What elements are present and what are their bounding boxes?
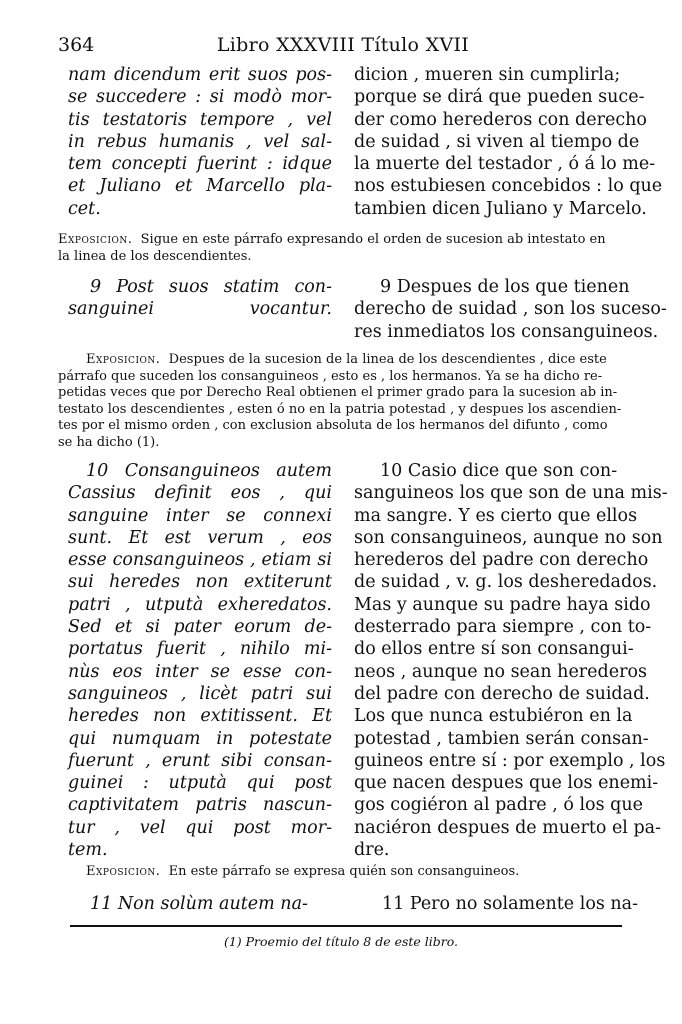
latin-line: patri , utputà exheredatos. bbox=[68, 594, 332, 615]
exposicion-line: Despues de la sucesion de la linea de los descendientes , dice este bbox=[168, 352, 607, 367]
spanish-line: del padre con derecho de suidad. bbox=[354, 683, 650, 704]
spanish-line: nos estubiesen concebidos : lo que bbox=[354, 176, 663, 197]
spanish-column-sec8 bbox=[354, 64, 663, 220]
latin-line: tem. bbox=[68, 840, 108, 861]
spanish-line: 11 Pero no solamente los na- bbox=[382, 894, 639, 914]
exposicion-sec10 bbox=[58, 864, 628, 881]
spanish-line: potestad , tambien serán consan- bbox=[354, 728, 649, 749]
latin-column-sec10 bbox=[68, 460, 332, 861]
spanish-line: res inmediatos los consanguineos. bbox=[354, 321, 659, 342]
exposicion-sec8 bbox=[58, 232, 628, 265]
latin-column-sec8 bbox=[68, 64, 332, 220]
exposicion-line: párrafo que suceden los consanguineos , esto es , los hermanos. Ya se ha dicho re- bbox=[58, 368, 603, 384]
spanish-line: derecho de suidad , son los suceso- bbox=[354, 299, 667, 320]
spanish-line: 9 Despues de los que tienen bbox=[380, 277, 630, 297]
exposicion-line: En este párrafo se expresa quién son consanguineos. bbox=[168, 864, 520, 879]
spanish-column-sec11 bbox=[382, 893, 639, 915]
spanish-line: la muerte del testador , ó á lo me- bbox=[354, 154, 656, 175]
latin-line: sanguinei vocantur. bbox=[68, 299, 332, 320]
exposicion-sec9 bbox=[58, 352, 628, 452]
latin-line: et Juliano et Marcello pla- bbox=[68, 176, 332, 197]
latin-line: tis testatoris tempore , vel bbox=[68, 109, 332, 130]
spanish-line: desterrado para siempre , con to- bbox=[354, 617, 652, 638]
exposicion-line: tes por el mismo orden , con exclusion absoluta de los hermanos del difunto , como bbox=[58, 418, 608, 434]
latin-line: sui heredes non extiterunt bbox=[68, 572, 332, 593]
spanish-line: de suidad , si viven al tiempo de bbox=[354, 131, 640, 152]
spanish-line: tambien dicen Juliano y Marcelo. bbox=[354, 198, 647, 219]
spanish-line: que nacen despues que los enemi- bbox=[354, 773, 659, 794]
page-number: 364 bbox=[58, 34, 95, 56]
latin-line: captivitatem patris nascun- bbox=[68, 795, 332, 816]
spanish-line: der como herederos con derecho bbox=[354, 109, 647, 130]
page-header bbox=[58, 30, 628, 62]
spanish-line: do ellos entre sí son consangui- bbox=[354, 639, 634, 660]
latin-line: sanguineos , licèt patri sui bbox=[68, 683, 332, 704]
exposicion-label: Exposicion. bbox=[58, 232, 133, 247]
latin-line: qui numquam in potestate bbox=[68, 728, 332, 749]
exposicion-line: se ha dicho (1). bbox=[58, 434, 160, 450]
spanish-line: porque se dirá que pueden suce- bbox=[354, 87, 645, 108]
latin-column-sec9 bbox=[68, 276, 332, 321]
exposicion-label: Exposicion. bbox=[86, 352, 161, 367]
spanish-line: Mas y aunque su padre haya sido bbox=[354, 594, 651, 615]
latin-line: 9 Post suos statim con- bbox=[90, 277, 332, 297]
latin-line: heredes non extitissent. Et bbox=[68, 706, 332, 727]
spanish-line: guineos entre sí : por exemplo , los bbox=[354, 750, 666, 771]
latin-line: 11 Non solùm autem na- bbox=[90, 894, 308, 914]
spanish-line: naciéron despues de muerto el pa- bbox=[354, 817, 662, 838]
latin-line: Sed et si pater eorum de- bbox=[68, 617, 332, 638]
spanish-line: sanguineos los que son de una mis- bbox=[354, 483, 668, 504]
latin-line: fuerunt , erunt sibi consan- bbox=[68, 750, 332, 771]
latin-line: tem concepti fuerint : idque bbox=[68, 154, 332, 175]
latin-line: sanguine inter se connexi bbox=[68, 505, 332, 526]
spanish-column-sec9 bbox=[354, 276, 667, 343]
exposicion-line: Sigue en este párrafo expresando el orden de sucesion ab intestato en bbox=[140, 232, 606, 247]
exposicion-label: Exposicion. bbox=[86, 864, 161, 879]
spanish-line: gos cogiéron al padre , ó los que bbox=[354, 795, 643, 816]
latin-line: nam dicendum erit suos pos- bbox=[68, 65, 332, 85]
footnote-rule bbox=[70, 925, 622, 927]
latin-line: sunt. Et est verum , eos bbox=[68, 527, 332, 548]
exposicion-line: petidas veces que por Derecho Real obtienen el primer grado para la sucesion ab in- bbox=[58, 385, 618, 401]
spanish-line: de suidad , v. g. los desheredados. bbox=[354, 572, 658, 593]
spanish-line: herederos del padre con derecho bbox=[354, 550, 649, 571]
latin-line: se succedere : si modò mor- bbox=[68, 87, 332, 108]
spanish-line: son consanguineos, aunque no son bbox=[354, 527, 663, 548]
footnote: (1) Proemio del título 8 de este libro. bbox=[223, 934, 459, 949]
latin-line: portatus fuerit , nihilo mi- bbox=[68, 639, 332, 660]
spanish-line: Los que nunca estubiéron en la bbox=[354, 706, 633, 727]
exposicion-line: la linea de los descendientes. bbox=[58, 248, 252, 264]
latin-line: Cassius definit eos , qui bbox=[68, 483, 332, 504]
spanish-column-sec10 bbox=[354, 460, 668, 861]
exposicion-line: testato los descendientes , esten ó no en la patria potestad , y despues los ascendien- bbox=[58, 401, 622, 417]
spanish-line: 10 Casio dice que son con- bbox=[380, 461, 618, 481]
latin-line: esse consanguineos , etiam si bbox=[68, 550, 332, 571]
latin-line: tur , vel qui post mor- bbox=[68, 817, 332, 838]
latin-line: in rebus humanis , vel sal- bbox=[68, 131, 332, 152]
latin-line: guinei : utputà qui post bbox=[68, 773, 332, 794]
latin-line: nùs eos inter se esse con- bbox=[68, 661, 332, 682]
spanish-line: neos , aunque no sean herederos bbox=[354, 661, 647, 682]
spanish-line: dre. bbox=[354, 840, 390, 861]
latin-line: 10 Consanguineos autem bbox=[86, 461, 332, 481]
latin-column-sec11 bbox=[90, 893, 332, 915]
spanish-line: ma sangre. Y es cierto que ellos bbox=[354, 505, 638, 526]
spanish-line: dicion , mueren sin cumplirla; bbox=[354, 65, 621, 85]
latin-line: cet. bbox=[68, 198, 101, 219]
running-title: Libro XXXVIII Título XVII bbox=[216, 34, 470, 56]
